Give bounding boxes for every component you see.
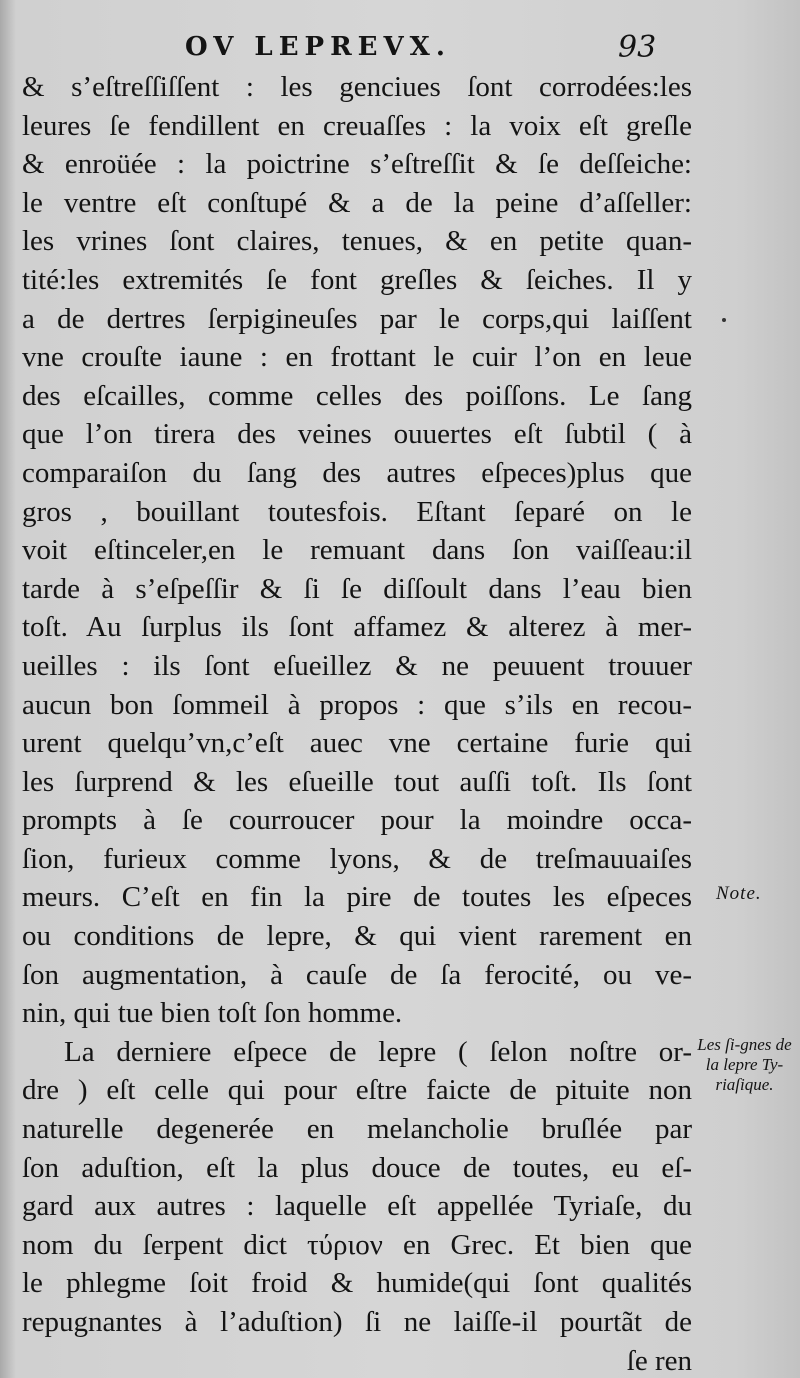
text-line: urent quelqu’vn,c’eſt auec vne certaine furie qui: [22, 727, 692, 760]
text-line: tité:les extremités ſe font greſles & ſeiches. Il y: [22, 263, 692, 296]
text-line: nom du ſerpent dict τύριον en Grec. Et bien que: [22, 1228, 692, 1261]
running-head: OV LEPREVX.: [185, 32, 451, 62]
text-line: dre ) eſt celle qui pour eſtre faicte de pituite non: [22, 1074, 692, 1107]
text-line: ueilles : ils ſont eſueillez & ne peuuent trouuer: [22, 649, 692, 682]
text-line: naturelle degenerée en melancholie bruſlée par: [22, 1113, 692, 1146]
text-line: des eſcailles, comme celles des poiſſons. Le ſang: [22, 379, 692, 412]
text-line: meurs. C’eſt en fin la pire de toutes les eſpeces: [22, 881, 692, 914]
text-line: & enroüée : la poictrine s’eſtreſſit & ſe deſſeiche:: [22, 148, 692, 181]
text-line: a de dertres ſerpigineuſes par le corps,qui laiſſent: [22, 302, 692, 335]
page-number: 93: [618, 30, 657, 65]
text-line: que l’on tirera des veines ouuertes eſt ſubtil ( à: [22, 418, 692, 451]
text-line: prompts à ſe courroucer pour la moindre occa-: [22, 804, 692, 837]
text-line: les vrines ſont claires, tenues, & en petite quan-: [22, 225, 692, 258]
text-line: le ventre eſt conſtupé & a de la peine d’aſſeller:: [22, 186, 692, 219]
text-line: ſion, furieux comme lyons, & de treſmauuaiſes: [22, 842, 692, 875]
text-line: gros , bouillant toutesfois. Eſtant ſeparé on le: [22, 495, 692, 528]
margin-note-signes: Les ſi-gnes de la lepre Ty-riaſique.: [697, 1035, 792, 1094]
text-line: ſon augmentation, à cauſe de ſa ferocité, ou ve-: [22, 958, 692, 991]
text-line: nin, qui tue bien toſt ſon homme.: [22, 997, 403, 1030]
text-line: comparaiſon du ſang des autres eſpeces)plus que: [22, 456, 692, 489]
text-line: vne crouſte iaune : en frottant le cuir l’on en leue: [22, 341, 692, 374]
main-text: [22, 68, 692, 1378]
margin-note-note: Note.: [716, 883, 762, 904]
text-line: ou conditions de lepre, & qui vient rarement en: [22, 920, 692, 953]
text-line: leures ſe fendillent en creuaſſes : la voix eſt greſle: [22, 109, 692, 142]
catchword: ſe ren: [626, 1344, 692, 1377]
text-line: le phlegme ſoit froid & humide(qui ſont qualités: [22, 1267, 692, 1300]
text-line: repugnantes à l’aduſtion) ſi ne laiſſe-il pourtãt de: [22, 1306, 692, 1338]
text-line: toſt. Au ſurplus ils ſont affamez & alterez à mer-: [22, 611, 692, 644]
text-line: ſon aduſtion, eſt la plus douce de toutes, eu eſ-: [22, 1151, 692, 1184]
ink-speck: [722, 318, 726, 322]
text-line: & s’eſtreſſiſſent : les genciues ſont corrodées:les: [22, 71, 692, 103]
text-line: aucun bon ſommeil à propos : que s’ils en recou-: [22, 688, 692, 721]
text-line: voit eſtinceler,en le remuant dans ſon vaiſſeau:il: [22, 534, 692, 567]
text-line: tarde à s’eſpeſſir & ſi ſe diſſoult dans l’eau bien: [22, 572, 692, 605]
page-header: [0, 26, 800, 66]
text-line: gard aux autres : laquelle eſt appellée Tyriaſe, du: [22, 1190, 692, 1223]
text-line: les ſurprend & les eſueille tout auſſi toſt. Ils ſont: [22, 765, 692, 798]
text-line: La derniere eſpece de lepre ( ſelon noſtre or-: [64, 1035, 692, 1068]
